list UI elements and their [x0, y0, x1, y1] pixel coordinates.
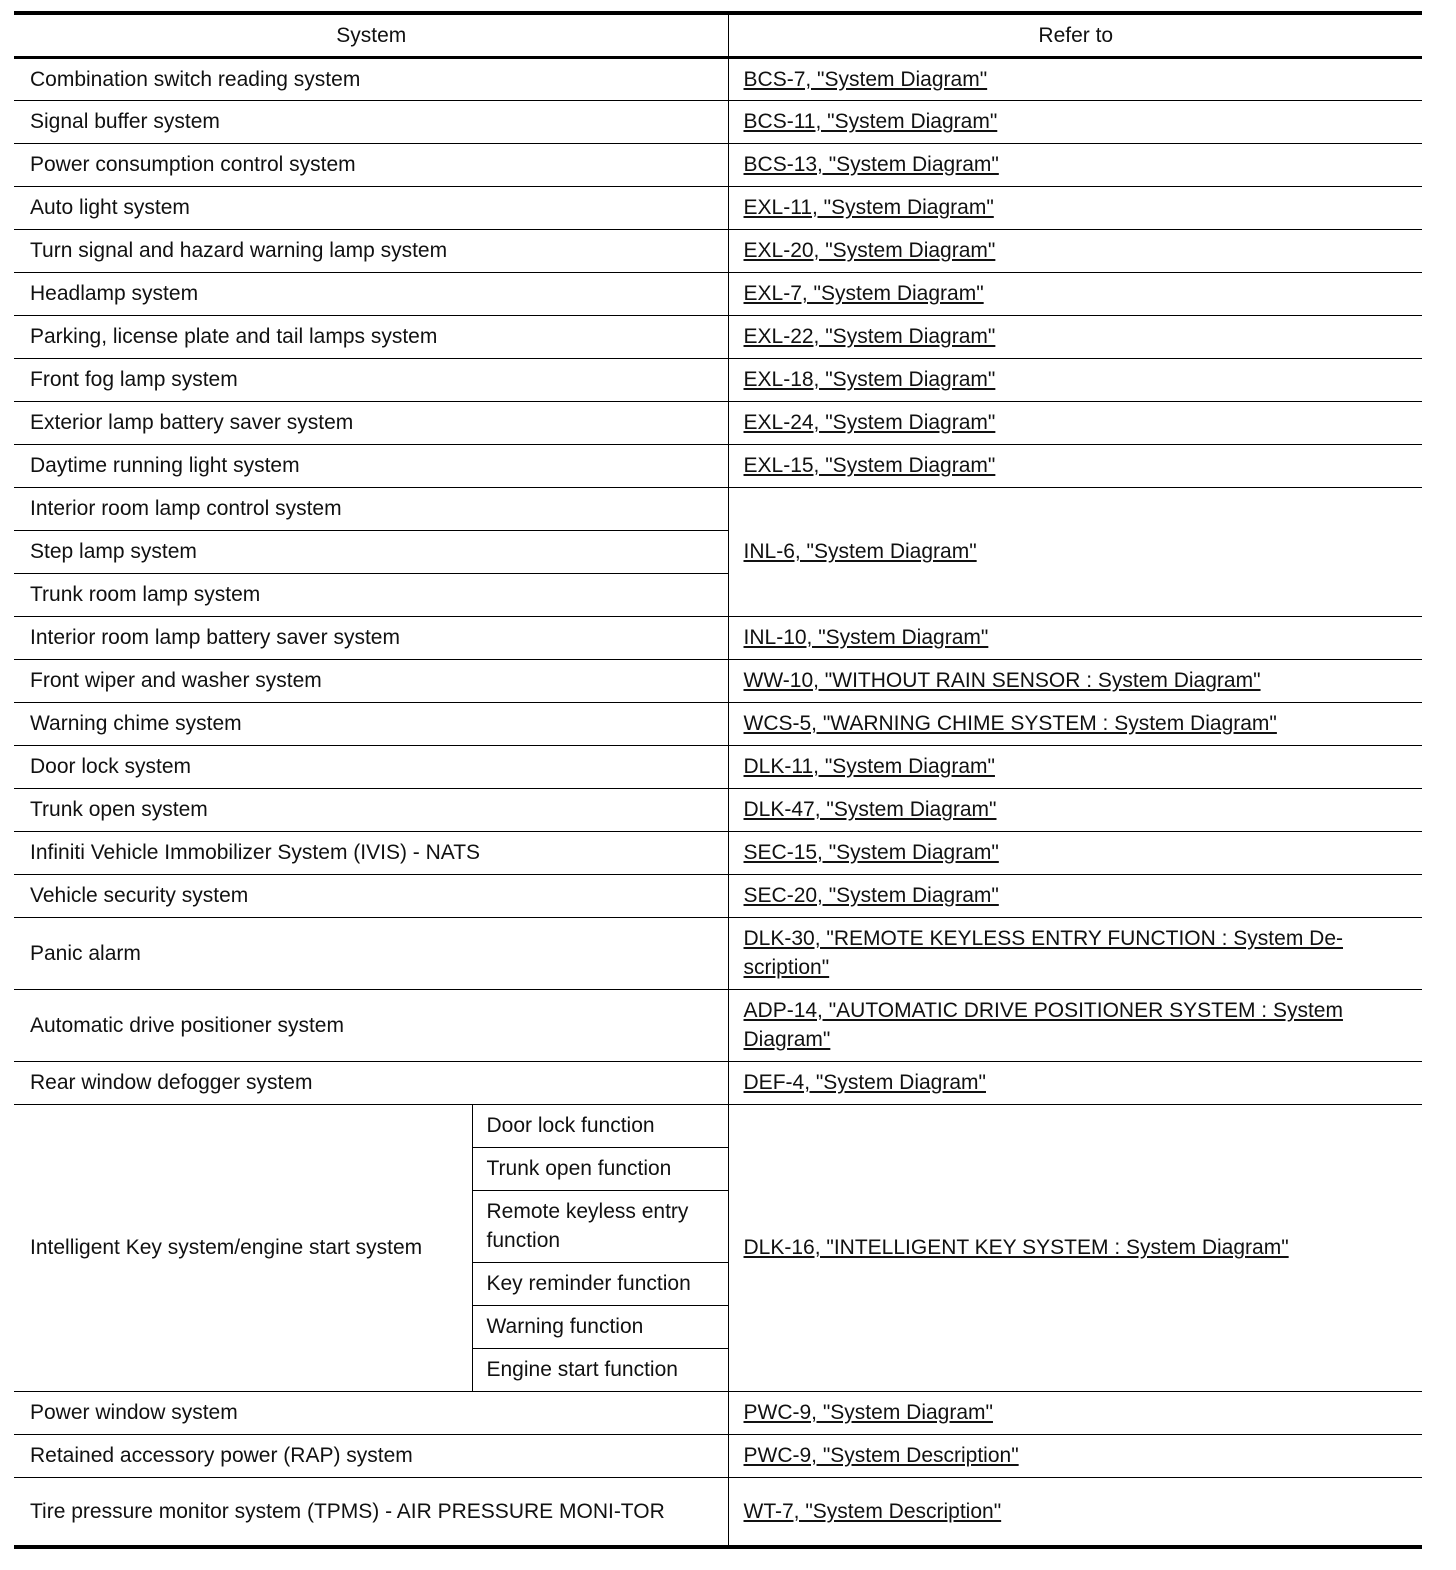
function-cell: Trunk open function — [472, 1147, 728, 1190]
refer-link[interactable]: WW-10, "WITHOUT RAIN SENSOR : System Diagram" — [728, 659, 1422, 702]
system-cell: Trunk open system — [14, 788, 728, 831]
system-reference-table — [14, 11, 1422, 1549]
table-row — [14, 1434, 1422, 1477]
system-cell: Auto light system — [14, 186, 728, 229]
table-row — [14, 57, 1422, 100]
system-cell: Rear window defogger system — [14, 1061, 728, 1104]
function-cell: Warning function — [472, 1305, 728, 1348]
table-row — [14, 1104, 1422, 1147]
refer-link[interactable]: DLK-30, "REMOTE KEYLESS ENTRY FUNCTION : System De-scription" — [728, 917, 1422, 989]
table-row — [14, 315, 1422, 358]
table-row — [14, 831, 1422, 874]
table-row — [14, 917, 1422, 989]
refer-link[interactable]: INL-6, "System Diagram" — [728, 487, 1422, 616]
system-cell: Door lock system — [14, 745, 728, 788]
refer-link[interactable]: BCS-7, "System Diagram" — [728, 57, 1422, 100]
system-cell: Exterior lamp battery saver system — [14, 401, 728, 444]
refer-link[interactable]: EXL-22, "System Diagram" — [728, 315, 1422, 358]
table-row — [14, 745, 1422, 788]
table-row — [14, 1391, 1422, 1434]
refer-link[interactable]: DLK-16, "INTELLIGENT KEY SYSTEM : System Diagram" — [728, 1104, 1422, 1391]
refer-link[interactable]: DLK-11, "System Diagram" — [728, 745, 1422, 788]
refer-link[interactable]: EXL-24, "System Diagram" — [728, 401, 1422, 444]
table-row — [14, 358, 1422, 401]
table-row — [14, 143, 1422, 186]
system-cell: Parking, license plate and tail lamps system — [14, 315, 728, 358]
system-cell: Panic alarm — [14, 917, 728, 989]
system-cell: Retained accessory power (RAP) system — [14, 1434, 728, 1477]
system-cell: Front fog lamp system — [14, 358, 728, 401]
refer-link[interactable]: EXL-18, "System Diagram" — [728, 358, 1422, 401]
system-cell: Signal buffer system — [14, 100, 728, 143]
refer-link[interactable]: WT-7, "System Description" — [728, 1477, 1422, 1547]
table-row — [14, 444, 1422, 487]
system-cell: Intelligent Key system/engine start system — [14, 1104, 472, 1391]
function-cell: Engine start function — [472, 1348, 728, 1391]
refer-link[interactable]: EXL-11, "System Diagram" — [728, 186, 1422, 229]
system-cell: Front wiper and washer system — [14, 659, 728, 702]
table-row — [14, 1061, 1422, 1104]
table-row — [14, 186, 1422, 229]
refer-link[interactable]: PWC-9, "System Diagram" — [728, 1391, 1422, 1434]
table-row — [14, 1477, 1422, 1547]
refer-link[interactable]: DLK-47, "System Diagram" — [728, 788, 1422, 831]
refer-link[interactable]: ADP-14, "AUTOMATIC DRIVE POSITIONER SYSTEM : System Diagram" — [728, 989, 1422, 1061]
refer-link[interactable]: INL-10, "System Diagram" — [728, 616, 1422, 659]
refer-link[interactable]: BCS-11, "System Diagram" — [728, 100, 1422, 143]
refer-link[interactable]: BCS-13, "System Diagram" — [728, 143, 1422, 186]
system-cell: Vehicle security system — [14, 874, 728, 917]
table-row — [14, 616, 1422, 659]
refer-column-header: Refer to — [728, 13, 1422, 57]
table-row — [14, 100, 1422, 143]
refer-link[interactable]: DEF-4, "System Diagram" — [728, 1061, 1422, 1104]
system-cell: Infiniti Vehicle Immobilizer System (IVIS) - NATS — [14, 831, 728, 874]
system-cell: Combination switch reading system — [14, 57, 728, 100]
table-row — [14, 272, 1422, 315]
system-column-header: System — [14, 13, 728, 57]
system-cell: Power window system — [14, 1391, 728, 1434]
table-row — [14, 487, 1422, 530]
function-cell: Door lock function — [472, 1104, 728, 1147]
system-cell: Daytime running light system — [14, 444, 728, 487]
system-cell: Interior room lamp battery saver system — [14, 616, 728, 659]
refer-link[interactable]: EXL-20, "System Diagram" — [728, 229, 1422, 272]
system-cell: Power consumption control system — [14, 143, 728, 186]
refer-link[interactable]: EXL-7, "System Diagram" — [728, 272, 1422, 315]
refer-link[interactable]: WCS-5, "WARNING CHIME SYSTEM : System Diagram" — [728, 702, 1422, 745]
system-cell: Turn signal and hazard warning lamp system — [14, 229, 728, 272]
system-cell: Automatic drive positioner system — [14, 989, 728, 1061]
refer-link[interactable]: SEC-20, "System Diagram" — [728, 874, 1422, 917]
system-cell: Warning chime system — [14, 702, 728, 745]
function-cell: Remote keyless entry function — [472, 1190, 728, 1262]
function-cell: Key reminder function — [472, 1262, 728, 1305]
refer-link[interactable]: EXL-15, "System Diagram" — [728, 444, 1422, 487]
system-cell: Tire pressure monitor system (TPMS) - AIR PRESSURE MONI-TOR — [14, 1477, 728, 1547]
table-row — [14, 229, 1422, 272]
table-row — [14, 659, 1422, 702]
system-cell: Headlamp system — [14, 272, 728, 315]
table-row — [14, 702, 1422, 745]
system-cell: Step lamp system — [14, 530, 728, 573]
system-cell: Interior room lamp control system — [14, 487, 728, 530]
table-row — [14, 989, 1422, 1061]
header-row — [14, 13, 1422, 57]
table-row — [14, 788, 1422, 831]
table-row — [14, 401, 1422, 444]
refer-link[interactable]: PWC-9, "System Description" — [728, 1434, 1422, 1477]
table-row — [14, 874, 1422, 917]
system-cell: Trunk room lamp system — [14, 573, 728, 616]
refer-link[interactable]: SEC-15, "System Diagram" — [728, 831, 1422, 874]
